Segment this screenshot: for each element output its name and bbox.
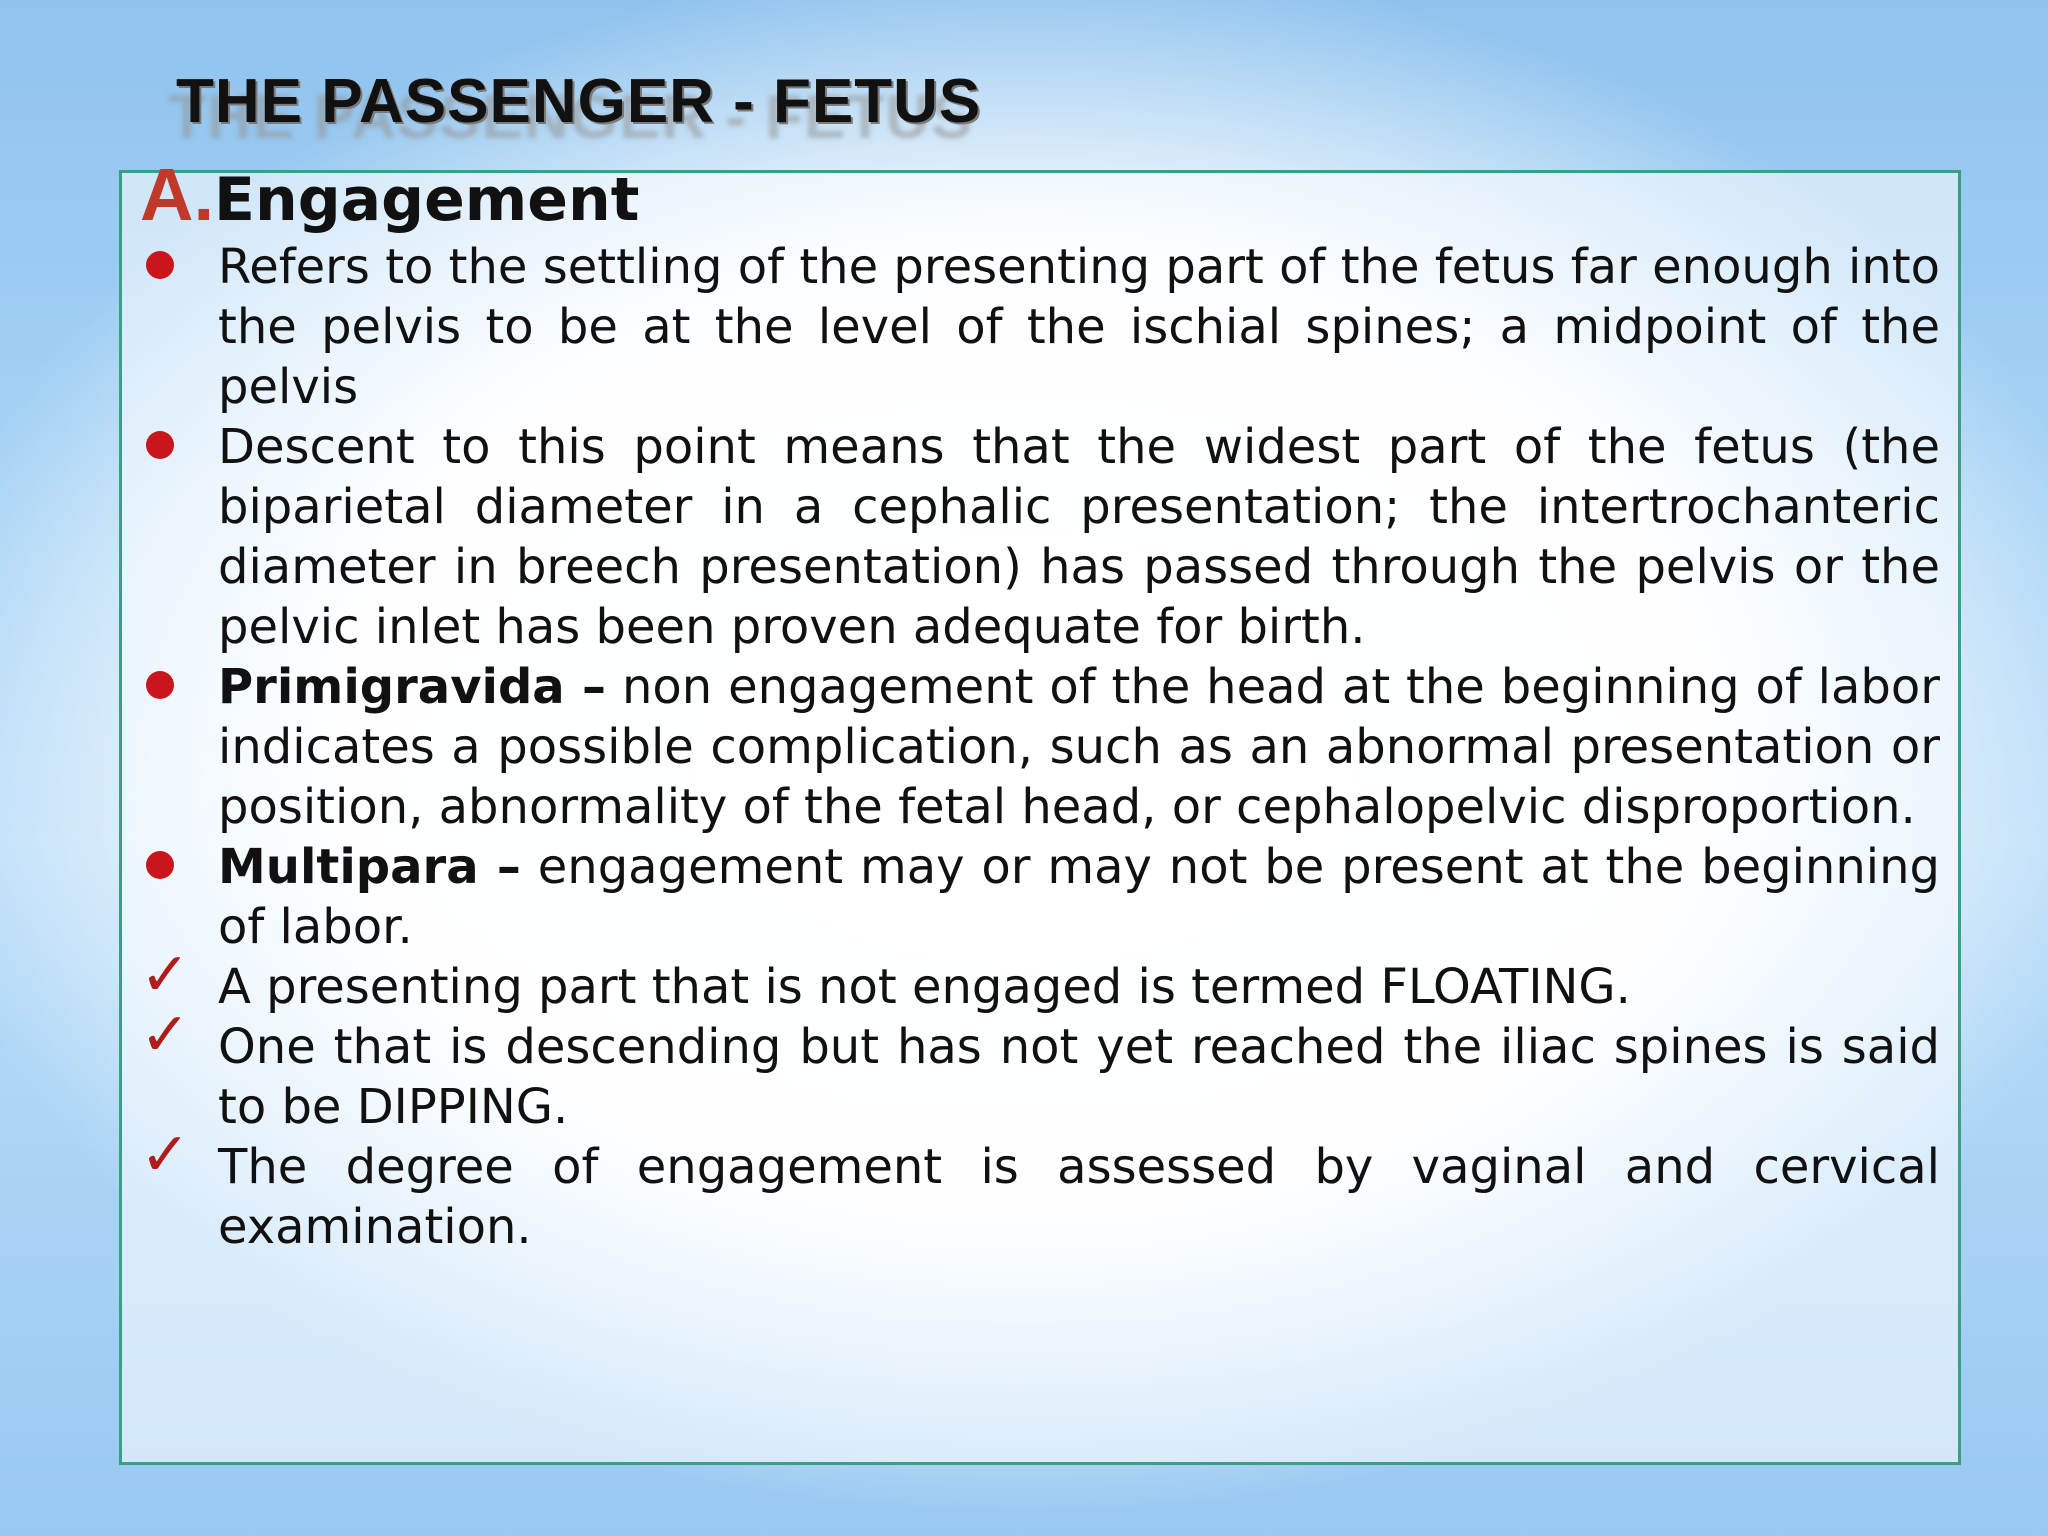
bullet-dot-icon bbox=[146, 251, 174, 279]
section-letter: A. bbox=[140, 153, 214, 236]
bullet-list bbox=[140, 237, 1940, 1257]
item-lead: Primigravida – bbox=[218, 659, 607, 715]
item-text: One that is descending but has not yet reached the iliac spines is said to be DIPPING. bbox=[218, 1019, 1940, 1135]
bullet-dot-icon bbox=[146, 671, 174, 699]
checkmark-icon: ✓ bbox=[140, 940, 191, 1010]
item-text: engagement may or may not be present at the beginning of labor. bbox=[218, 839, 1940, 955]
item-text: Descent to this point means that the widest part of the fetus (the biparietal diameter in a cephalic presentation; the intertrochanteric diameter in breech presentation) has passed through the pelvis or the pelvic inlet has been proven adequate for birth. bbox=[218, 419, 1940, 655]
list-item bbox=[218, 657, 1940, 837]
item-lead: Multipara – bbox=[218, 839, 521, 895]
bullet-dot-icon bbox=[146, 851, 174, 879]
item-text: A presenting part that is not engaged is termed FLOATING. bbox=[218, 959, 1631, 1015]
bullet-dot-icon bbox=[146, 431, 174, 459]
section-heading-text: Engagement bbox=[214, 165, 640, 235]
list-item bbox=[218, 837, 1940, 957]
checkmark-icon: ✓ bbox=[140, 1120, 191, 1190]
list-item bbox=[140, 940, 1940, 1017]
list-item bbox=[140, 1000, 1940, 1137]
section-heading bbox=[140, 153, 640, 236]
list-item bbox=[218, 417, 1940, 657]
checkmark-icon: ✓ bbox=[140, 1000, 191, 1070]
list-item bbox=[140, 1120, 1940, 1257]
item-text: Refers to the settling of the presenting part of the fetus far enough into the pelvis to be at the level of the ischial spines; a midpoint of the pelvis bbox=[218, 239, 1940, 415]
list-item bbox=[218, 237, 1940, 417]
slide-title: THE PASSENGER - FETUS bbox=[176, 67, 982, 136]
item-text: non engagement of the head at the beginning of labor indicates a possible complication, such as an abnormal presentation or position, abnormality of the fetal head, or cephalopelvic disproportion. bbox=[218, 659, 1940, 835]
item-text: The degree of engagement is assessed by vaginal and cervical examination. bbox=[218, 1139, 1940, 1255]
